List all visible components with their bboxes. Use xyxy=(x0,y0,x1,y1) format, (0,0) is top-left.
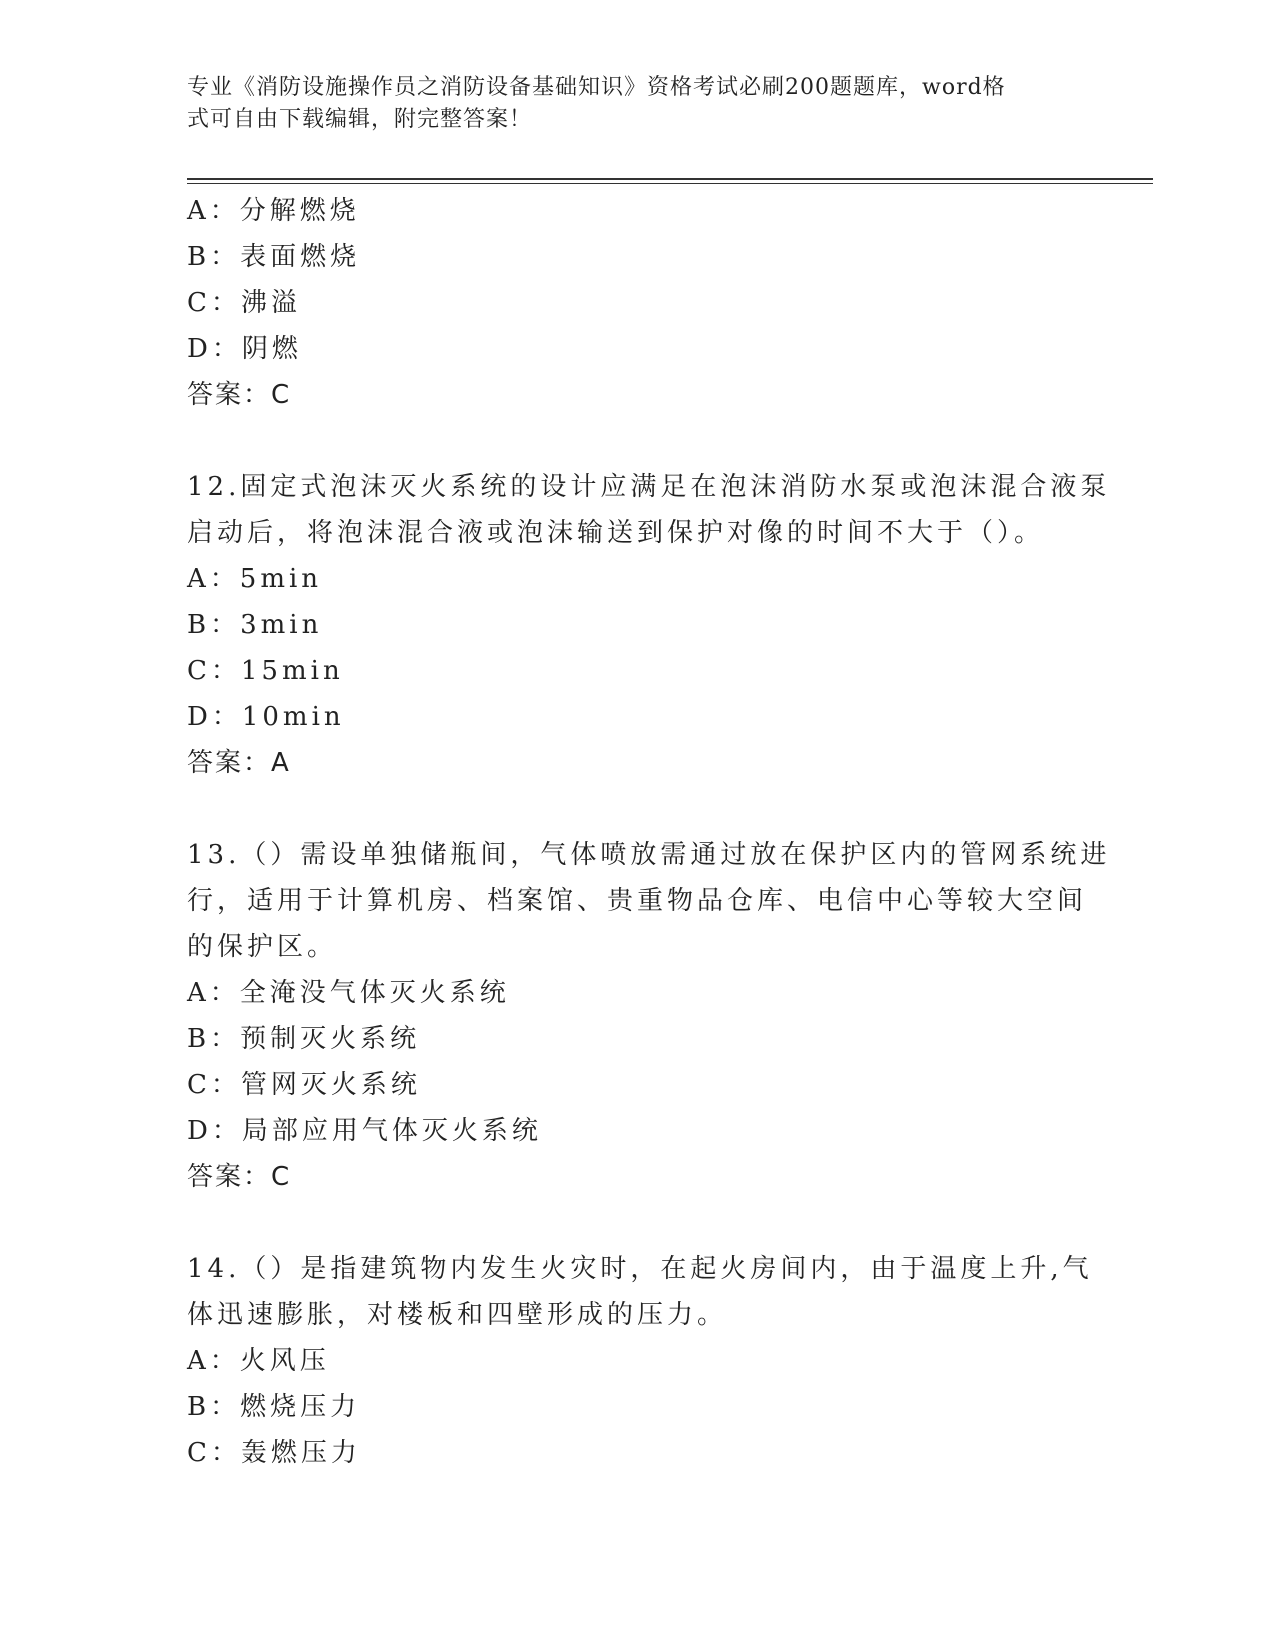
question-text-line: 12.固定式泡沫灭火系统的设计应满足在泡沫消防水泵或泡沫混合液泵 xyxy=(187,472,1111,502)
header-divider-thick xyxy=(187,178,1153,180)
question-14 xyxy=(187,1246,1093,1476)
option-b: B：表面燃烧 xyxy=(187,242,361,272)
question-list xyxy=(187,188,1111,1476)
option-c: C：轰燃压力 xyxy=(187,1438,361,1468)
option-a: A：5min xyxy=(187,564,323,594)
option-a: A：分解燃烧 xyxy=(187,196,360,226)
document-header xyxy=(187,72,1087,136)
question-11-continued xyxy=(187,188,1087,418)
option-c: C：沸溢 xyxy=(187,288,301,318)
option-c: C：15min xyxy=(187,656,344,686)
question-text-line: 的保护区。 xyxy=(187,932,338,962)
option-b: B：燃烧压力 xyxy=(187,1392,361,1422)
option-b: B：3min xyxy=(187,610,323,640)
option-a: A：全淹没气体灭火系统 xyxy=(187,978,510,1008)
answer-text: 答案：C xyxy=(187,380,292,410)
question-13 xyxy=(187,832,1111,1200)
option-d: D：10min xyxy=(187,702,345,732)
option-d: D：局部应用气体灭火系统 xyxy=(187,1116,542,1146)
option-b: B：预制灭火系统 xyxy=(187,1024,421,1054)
answer-text: 答案：C xyxy=(187,1162,292,1192)
question-text-line: 行，适用于计算机房、档案馆、贵重物品仓库、电信中心等较大空间 xyxy=(187,886,1088,916)
question-12 xyxy=(187,464,1111,786)
question-text-line: 体迅速膨胀，对楼板和四壁形成的压力。 xyxy=(187,1300,728,1330)
answer-text: 答案：A xyxy=(187,748,291,778)
question-text-line: 启动后，将泡沫混合液或泡沫输送到保护对像的时间不大于（）。 xyxy=(187,518,1045,548)
header-divider-thin xyxy=(187,183,1153,184)
header-line-2: 式可自由下载编辑，附完整答案！ xyxy=(187,107,533,132)
option-d: D：阴燃 xyxy=(187,334,302,364)
option-a: A：火风压 xyxy=(187,1346,330,1376)
question-text-line: 14.（）是指建筑物内发生火灾时，在起火房间内，由于温度上升,气 xyxy=(187,1254,1093,1284)
header-line-1: 专业《消防设施操作员之消防设备基础知识》资格考试必刷200题题库，word格 xyxy=(187,75,1006,100)
question-text-line: 13.（）需设单独储瓶间，气体喷放需通过放在保护区内的管网系统进 xyxy=(187,840,1111,870)
option-c: C：管网灭火系统 xyxy=(187,1070,421,1100)
